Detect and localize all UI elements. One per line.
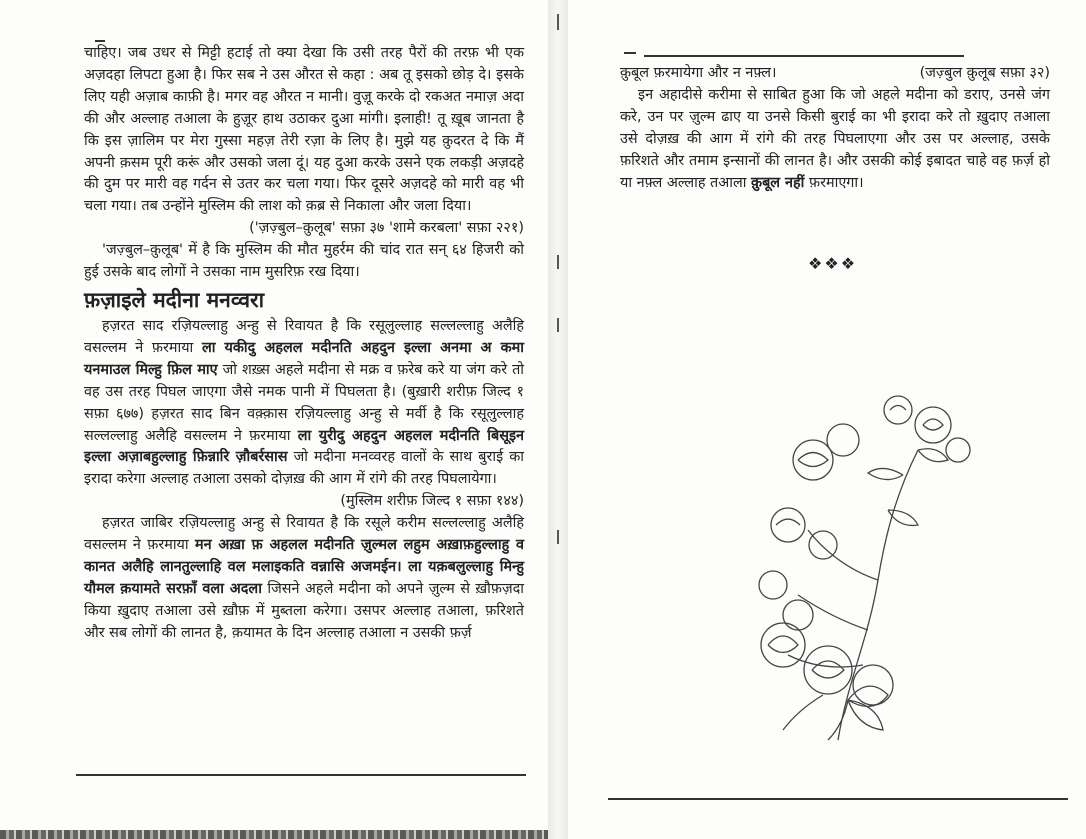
- ornament-divider: ❖❖❖: [808, 254, 858, 273]
- binding-mark: [557, 14, 559, 30]
- text-run: हज़रत जाबिर रज़ियल्लाहु अन्हु से रिवायत है कि रसूले करीम सल्लल्लाहु अलैहि वसल्लम ने फ़रमाया: [84, 515, 524, 554]
- binding-mark: [557, 530, 559, 544]
- paragraph: चाहिए। जब उधर से मिट्टी हटाई तो क्या देखा कि उसी तरह पैरों की तरफ़ भी एक अज़दहा लिपटा हुआ है। फिर सब ने उस औरत से कहा : अब तू इसको छोड़ दे। इसके लिए यही अज़ाब काफ़ी है। मगर वह औरत न मानी। वुज़ू करके दो रकअत नमाज़ अदा की और अल्लाह तआला के हुज़ूर हाथ उठाकर दुआ मांगी। इलाही! तू ख़ूब जानता है कि इस ज़ालिम पर मेरा गुस्सा महज़ तेरी रज़ा के लिए है। मुझे यह क़ुदरत दे कि मैं अपनी क़सम पूरी करूं और उसको जला दूं। यह दुआ करके उसने एक लकड़ी अज़दहे की दुम पर मारी वह गर्दन से उतर कर चला गया। फिर दूसरे अज़दहे को मारी वह भी चला गया। तब उन्होंने मुस्लिम की लाश को क़ब्र से निकाला और जला दिया।: [84, 45, 524, 215]
- paragraph: [620, 85, 1050, 195]
- text-run: इन अहादीसे करीमा से साबित हुआ कि जो अहले मदीना को डराए, उनसे जंग करे, उन पर ज़ुल्म ढाए या उनसे किसी बुराई का भी इरादा करे तो ख़ुदाए तआला उसे दोज़ख़ की आग में रांगे की तरह पिघलाएगा और उस पर अल्लाह, उसके फ़रिशते और तमाम इन्सानों की लानत है। और उसकी कोई इबादत चाहे वह फ़र्ज़ हो या नफ़्ल अल्लाह तआला: [620, 86, 1050, 191]
- bold-text: क़ुबूल नहीं: [751, 174, 805, 191]
- binding-mark: [557, 255, 559, 269]
- section-heading: फ़ज़ाइले मदीना मनव्वरा: [84, 287, 265, 312]
- paragraph: [84, 513, 524, 644]
- bottom-rule: [76, 774, 526, 776]
- text-run: क़ुबूल फ़रमायेगा और न नफ़्ल।: [620, 65, 777, 81]
- floral-illustration: [728, 380, 988, 770]
- text-run: जो शख़्स अहले मदीना से मक्र व फ़रेब करे या जंग करे तो वह उस तरह पिघल जाएगा जैसे नमक पानी में पिघलता है। (बुख़ारी शरीफ़ जिल्द १ सफ़ा ६७७) हज़रत साद बिन वक़्क़ास रज़ियल्लाहु अन्हु से मर्वी है कि रसूलुल्लाह सल्लल्लाहु अलैहि वसल्लम ने फ़रमाया: [84, 361, 525, 444]
- arabic-transliteration: ला यकीदु अहलल मदीनति अहदुन इल्ला अनमा अ कमा यनमाउल मिल्हु फ़िल माए: [84, 339, 525, 378]
- binding-mark: [557, 318, 559, 332]
- arabic-transliteration: ला युरीदु अहदुन अहलल मदीनति बिसूइन इल्ला अज़ाबहुल्लाहु फ़िन्नारि ज़ौबर्रसास: [84, 427, 524, 466]
- text-run: जो मदीना मनव्वरह वालों के साथ बुराई का इरादा करेगा अल्लाह तआला उसको दोज़ख़ की आग में रांगे की तरह पिघलायेगा।: [84, 449, 525, 488]
- arabic-transliteration: मन अख़ा फ़ अहलल मदीनति ज़ुल्मल लहुम अख़ाफ़हुल्लाहु व कानत अलैहि लानतुल्लाहि वल मलाइकति वन्नासि अजमईन। ला यक़बलुल्लाहु मिन्हु यौमल क़यामते सरफ़ाँ वला अदला: [84, 537, 524, 597]
- top-dash: [624, 52, 636, 54]
- right-page-text: [620, 63, 1050, 194]
- bottom-rule: [608, 798, 1068, 800]
- reference: ('ज़ज़्बुल–क़ुलूब' सफ़ा ३७ 'शामे करबला' सफ़ा २२१): [249, 220, 524, 237]
- reference: (जज़्बुल क़ुलूब सफ़ा ३२): [919, 65, 1050, 81]
- top-dash: [95, 40, 105, 42]
- reference: (मुस्लिम शरीफ़ जिल्द १ सफ़ा १४४): [340, 493, 524, 510]
- scan-edge: [0, 830, 560, 839]
- page-gutter: [548, 0, 568, 839]
- text-run: हज़रत साद रज़ियल्लाहु अन्हु से रिवायत है कि रसूलुल्लाह सल्लल्लाहु अलैहि वसल्लम ने फ़रमाया: [84, 317, 524, 356]
- paragraph: 'जज़्बुल–क़ुलूब' में है कि मुस्लिम की मौत मुहर्रम की चांद रात सन् ६४ हिजरी को हुई उसके बाद लोगों ने उसका नाम मुसरिफ़ रख दिया।: [84, 242, 524, 281]
- paragraph: [620, 63, 1050, 85]
- paragraph: [84, 316, 524, 491]
- text-run: फ़रमाएगा।: [809, 174, 864, 191]
- text-run: जिसने अहले मदीना को अपने ज़ुल्म से ख़ौफ़ज़दा किया ख़ुदाए तआला उसे ख़ौफ़ में मुब्तला करेगा। उसपर अल्लाह तआला, फ़रिशते और सब लोगों की लानत है, क़यामत के दिन अल्लाह तआला न उसकी फ़र्ज़: [84, 580, 525, 641]
- top-rule: [644, 55, 964, 57]
- right-page: [568, 0, 1086, 839]
- left-page-text: [84, 43, 524, 645]
